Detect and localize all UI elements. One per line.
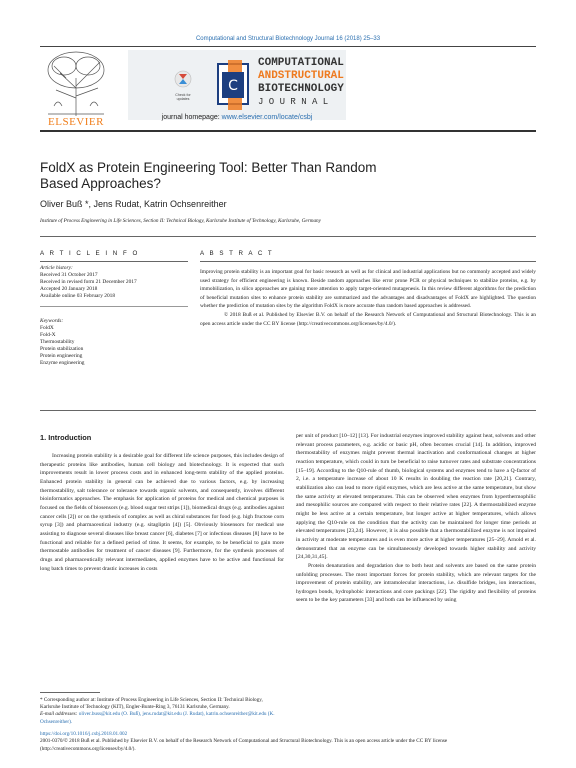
footnote-rule bbox=[40, 692, 100, 693]
page-footer bbox=[40, 731, 536, 753]
section-heading: 1. Introduction bbox=[40, 433, 92, 442]
keywords-rule bbox=[40, 306, 188, 307]
keyword: Protein engineering bbox=[40, 353, 83, 359]
paragraph: Increasing protein stability is a desirable goal for different life science purposes, this includes design of therapeutic proteins like antibodies, human cell biology and biotechnology. It is expected that such improvements result in lower process costs and in enhanced long-term stability of the applied proteins. Enhanced protein stability in general can be achieved due to various factors, e.g. by increasing thermostability, salt tolerance or tolerance towards organic solvents, and consequently, involves different bioinformatics approaches. The emphasis for application of proteins for medical and chemical purposes is focused on the fields of biosensors (e.g. blood sugar test strips [1]), biomedical drugs (e.g. antibodies against cancer cells [2]) or on the synthesis of complex as well as chiral substances for food (e.g. high fructose corn syrup [3]) and pharmaceutical industry (e.g. sitagliptin [4]) [5]. Obviously biosensors for medical use assisting to diagnose several diseases like breast cancer [6], diabetes [7] or infectious diseases [8] have to be functional and reliable for a defined period of time. It seems, for example, to be beneficial to gain more thermostable antibodies for treatment of cancer diseases [9]. Furthermore, for the synthesis processes of drugs and pharmaceutically relevant intermediates, applied enzymes have to be active and functional for long batch times to prevent drastic increases in costs bbox=[40, 453, 284, 572]
keyword: Enzyme engineering bbox=[40, 360, 85, 366]
elsevier-logo bbox=[40, 48, 112, 130]
keyword: Thermostability bbox=[40, 339, 75, 345]
article-info-heading: A R T I C L E I N F O bbox=[40, 250, 140, 257]
keyword: Protein stabilization bbox=[40, 346, 84, 352]
article-history bbox=[40, 265, 190, 300]
journal-title bbox=[258, 57, 344, 109]
svg-text:C: C bbox=[228, 78, 238, 94]
csbj-logo bbox=[216, 60, 254, 115]
keywords-block bbox=[40, 318, 190, 367]
abstract-rule bbox=[200, 261, 536, 262]
journal-homepage bbox=[128, 114, 346, 121]
elsevier-tree-icon bbox=[40, 48, 112, 118]
right-column bbox=[296, 432, 536, 605]
keyword: FoldX bbox=[40, 325, 54, 331]
affiliation-rule bbox=[40, 236, 536, 237]
left-column bbox=[40, 452, 284, 573]
journal-citation[interactable]: Computational and Structural Biotechnology Journal 16 (2018) 25–33 bbox=[195, 36, 381, 42]
masthead-rule bbox=[40, 130, 536, 132]
homepage-label: journal homepage: bbox=[161, 114, 220, 121]
doi-link[interactable]: https://doi.org/10.1016/j.csbj.2018.01.002 bbox=[40, 731, 128, 737]
paragraph: Protein denaturation and degradation due to both heat and solvents are based on the same protein unfolding processes. The most important forces for protein stability, which are relevant targets for the improvement of protein stability, are intramolecular interactions, i.e. disulfide bridges, ion interactions, hydrogen bonds, hydrophobic interactions and core packings [22]. The rigidity and flexibility of proteins seem to be the key parameters [33] and both can be influenced by using bbox=[296, 562, 536, 604]
history-item: Available online 03 February 2018 bbox=[40, 293, 116, 299]
history-item: Accepted 20 January 2018 bbox=[40, 286, 98, 292]
corresponding-author-note: * Corresponding author at: Institute of Process Engineering in Life Sciences, Section II: Technical Biology, Karlsruhe Institute of Technology (KIT), Engler-Bunte-Ring 3, 76131 Karlsruhe, Germany. bbox=[40, 697, 263, 711]
abstract-bottom-rule bbox=[40, 410, 536, 411]
history-label: Article history: bbox=[40, 265, 73, 271]
check-for-updates-badge[interactable] bbox=[170, 70, 196, 101]
journal-title-line-3: BIOTECHNOLOGY bbox=[258, 83, 344, 95]
license-line: 2001-0370/© 2018 Buß et al. Published by Elsevier B.V. on behalf of the Research Network of Computational and Structural Biotechnology. This is an open access article under the CC BY license (http://creativecommons.org/licenses/by/4.0/). bbox=[40, 738, 448, 752]
csbj-emblem-icon bbox=[216, 60, 254, 110]
footnote bbox=[40, 697, 284, 726]
crossmark-icon bbox=[174, 70, 192, 88]
history-item: Received 31 October 2017 bbox=[40, 272, 98, 278]
homepage-link[interactable]: www.elsevier.com/locate/csbj bbox=[221, 114, 313, 121]
article-title-line-1: FoldX as Protein Engineering Tool: Better Than Random bbox=[40, 160, 377, 175]
crossmark-text-1: Check for bbox=[175, 93, 191, 97]
crossmark-text-2: updates bbox=[176, 97, 190, 101]
history-item: Received in revised form 21 December 2017 bbox=[40, 279, 137, 285]
author-list[interactable]: Oliver Buß *, Jens Rudat, Katrin Ochsenreither bbox=[40, 199, 227, 209]
affiliation: Institute of Process Engineering in Life Sciences, Section II: Technical Biology, Karlsruhe Institute of Technology, Karlsruhe, Germany bbox=[40, 218, 321, 224]
abstract-text: Improving protein stability is an important goal for basic research as well as for clinical and industrial applications but no commonly accepted and widely used strategy for efficient engineering is known. Beside random approaches like error prone PCR or physical techniques to stabilize proteins, e.g. by immobilization, in silico approaches are gaining more attention to apply target-oriented mutagenesis. In this review different algorithms for the prediction of beneficial mutation sites to enhance protein stability are summarized and the advantages and disadvantages of FoldX are highlighted. The question whether the prediction of mutation sites by the algorithm FoldX is more accurate than random based approaches is addressed. bbox=[200, 269, 536, 310]
article-title-line-2: Based Approaches? bbox=[40, 176, 161, 191]
journal-title-line-2: ANDSTRUCTURAL bbox=[258, 70, 344, 82]
journal-title-line-4: J O U R N A L bbox=[258, 97, 329, 107]
keyword: Fold-X bbox=[40, 332, 56, 338]
publisher-name: ELSEVIER bbox=[48, 116, 104, 128]
email-label: E-mail addresses: bbox=[40, 711, 78, 718]
paragraph: per unit of product [10–12] [13]. For industrial enzymes improved stability against heat, solvents and other relevant process parameters, e.g. acidic or basic pH, often becomes crucial [14]. In addition, improved thermostability of enzymes might prevent thermal inactivation and conformational changes at higher reaction temperature, which could in turn be beneficial to raise turnover rates and substrate concentrations [15–19]. According to the Q10-rule of thumb, biological systems and enzymes tend to have a Q-factor of 2, i.e. a temperature increase of about 10 K results in doubling the reaction rate [20,21]. Contrary, stabilization also can lead to more rigid enzymes, which are less active at the same temperature, but show the same activity at elevated temperatures. This can be observed when enzymes from hyperthermophilic and mesophilic sources are compared with respect to their relative rates [22]. A thermostabilized enzyme might be less active at a certain temperature, but longer active at higher temperatures, which allows applying the Q10-rule on the condition that the activity can be maintained for longer time periods at elevated temperatures [23,24]. However, it is also possible that a thermostabilized enzyme is not impaired in activity at moderate temperatures and is even more active at higher temperatures [25–29]. Arnold et al. demonstrated that an enzyme can be simultaneously developed towards higher stability and activity [24,30,31,45]. bbox=[296, 433, 536, 561]
abstract-heading: A B S T R A C T bbox=[200, 250, 274, 257]
keywords-label: Keywords: bbox=[40, 318, 64, 324]
abstract bbox=[200, 268, 536, 328]
email-addresses[interactable]: oliver.buss@kit.edu (O. Buß), jens.rudat@kit.edu (J. Rudat), katrin.ochsenreither@kit.edu (K. Ochsenreither). bbox=[40, 711, 275, 725]
header-rule bbox=[40, 46, 536, 47]
journal-title-line-1: COMPUTATIONAL bbox=[258, 57, 344, 69]
info-rule bbox=[40, 261, 188, 262]
article-title bbox=[40, 160, 420, 192]
abstract-copyright: © 2018 Buß et al. Published by Elsevier B.V. on behalf of the Research Network of Computational and Structural Biotechnology. This is an open access article under the CC BY license (http://creativecommons.org/licenses/by/4.0/). bbox=[200, 311, 536, 327]
